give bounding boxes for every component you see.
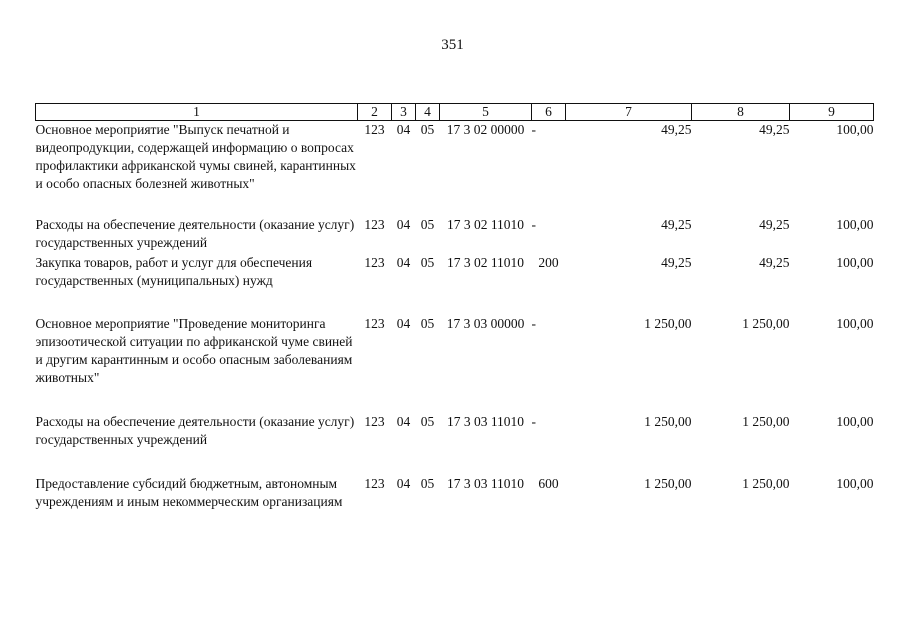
value-cell: 100,00 [836,413,874,429]
code-cell: 04 [396,216,411,232]
code-cell: 04 [396,413,411,429]
code-cell: 123 [364,122,385,137]
code-cell: 05 [420,254,435,270]
table-row [36,413,874,475]
row-name: Расходы на обеспечение деятельности (оказание услуг) государственных учреждений [35,413,355,447]
code-cell: 123 [364,315,385,331]
value-cell: 100,00 [836,254,874,270]
header-cell: 7 [566,104,692,121]
row-name: Основное мероприятие "Выпуск печатной и видеопродукции, содержащей информацию о вопросах профилактики африканской чумы свиней, карантинных и особо опасных болезней животных" [35,122,356,191]
header-row [36,104,874,121]
header-cell: 6 [532,104,566,121]
code-cell: 05 [420,122,435,137]
code-cell: 04 [396,315,411,331]
value-cell: 49,25 [759,216,790,232]
page-number: 351 [441,37,464,53]
row-name: Основное мероприятие "Проведение мониторинга эпизоотической ситуации по африканской чуме свиней и другим карантинным и особо опасным заболеваниям животных" [35,315,353,385]
code-cell: 17 3 03 00000 [446,315,525,331]
value-cell: 49,25 [661,122,692,137]
code-cell: - [531,315,536,331]
table-row [36,254,874,315]
code-cell: 17 3 03 11010 [446,413,525,429]
row-name: Расходы на обеспечение деятельности (оказание услуг) государственных учреждений [35,216,355,250]
header-cell: 8 [692,104,790,121]
code-cell: - [531,122,536,137]
value-cell: 49,25 [759,122,790,137]
budget-table [35,103,874,535]
value-cell: 1 250,00 [644,475,692,491]
code-cell: 123 [364,475,385,491]
header-cell: 1 [36,104,358,121]
code-cell: 123 [364,413,385,429]
code-cell: 05 [420,315,435,331]
table-row [36,315,874,413]
value-cell: 49,25 [661,254,692,270]
table-row [36,475,874,535]
code-cell: - [531,413,536,429]
value-cell: 1 250,00 [742,475,790,491]
value-cell: 49,25 [661,216,692,232]
code-cell: 123 [364,216,385,232]
row-name: Предоставление субсидий бюджетным, автономным учреждениям и иным некоммерческим организациям [35,475,343,509]
code-cell: 17 3 02 00000 [446,122,525,137]
code-cell: 04 [396,475,411,491]
code-cell: 17 3 02 11010 [446,216,525,232]
code-cell: 17 3 02 11010 [446,254,525,270]
value-cell: 1 250,00 [742,315,790,331]
value-cell: 1 250,00 [742,413,790,429]
table-row [36,121,874,216]
value-cell: 1 250,00 [644,413,692,429]
code-cell: 05 [420,475,435,491]
value-cell: 100,00 [836,475,874,491]
header-cell: 3 [392,104,416,121]
value-cell: 100,00 [836,122,874,137]
value-cell: 100,00 [836,216,874,232]
header-cell: 9 [790,104,874,121]
header-cell: 4 [416,104,440,121]
value-cell: 49,25 [759,254,790,270]
value-cell: 100,00 [836,315,874,331]
code-cell: 200 [538,254,559,270]
table-row [36,216,874,254]
row-name: Закупка товаров, работ и услуг для обеспечения государственных (муниципальных) нужд [35,254,313,288]
code-cell: 600 [538,475,559,491]
code-cell: 17 3 03 11010 [446,475,525,491]
header-cell: 2 [358,104,392,121]
code-cell: 123 [364,254,385,270]
code-cell: 04 [396,254,411,270]
code-cell: 05 [420,216,435,232]
code-cell: 04 [396,122,411,137]
code-cell: 05 [420,413,435,429]
header-cell: 5 [440,104,532,121]
code-cell: - [531,216,536,232]
value-cell: 1 250,00 [644,315,692,331]
